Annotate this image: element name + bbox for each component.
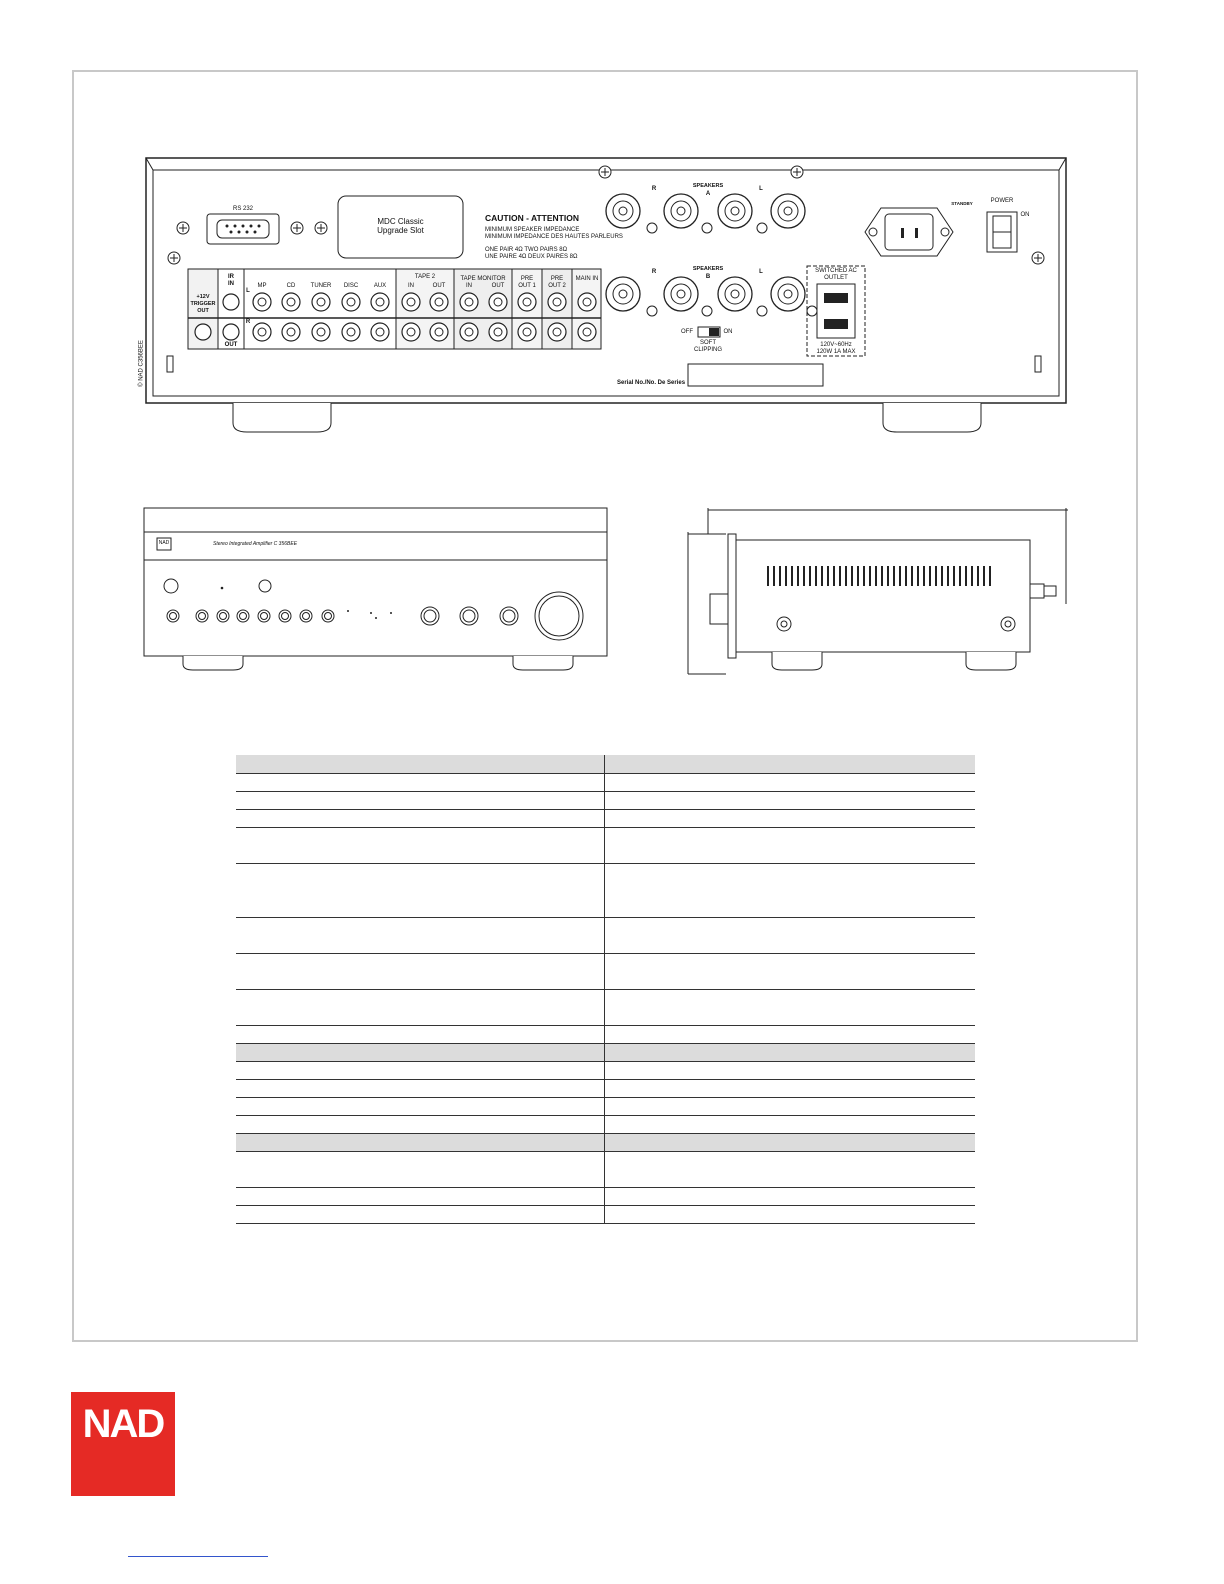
table-row: [236, 917, 975, 953]
input-mp-label: MP: [257, 283, 267, 289]
input-disc-label: DISC: [343, 283, 359, 289]
tape2-out-label: OUT: [432, 283, 446, 289]
front-panel-drawing: [143, 506, 609, 674]
table-row: [236, 1151, 975, 1187]
table-row: [236, 1205, 975, 1223]
table-header-row: [236, 1043, 975, 1061]
pre-out1-label: PRE OUT 1: [518, 276, 536, 289]
caution-title: CAUTION - ATTENTION: [485, 213, 579, 223]
mdc-title: MDC Classic: [377, 217, 424, 226]
speakers-b-letter: B: [705, 274, 711, 280]
channel-l-label: L: [246, 288, 250, 294]
ir-in-label: IR IN: [228, 274, 234, 287]
ir-out-label: OUT: [224, 342, 238, 348]
table-row: [236, 773, 975, 791]
nad-logo: NAD: [71, 1392, 175, 1496]
rear-panel-drawing: [145, 156, 1068, 436]
copyright-label: © NAD C356BEE: [138, 340, 145, 387]
rear-panel-svg: [145, 156, 1068, 436]
caution-line-4: UNE PAIRE 4Ω DEUX PAIRES 8Ω: [485, 254, 578, 260]
table-row: [236, 1097, 975, 1115]
pre-out2-label: PRE OUT 2: [548, 276, 566, 289]
monitor-in-label: IN: [466, 283, 472, 289]
switched-outlet-spec-1: 120V~60Hz: [820, 342, 852, 348]
table-row: [236, 863, 975, 917]
speakers-b-r: R: [651, 269, 657, 275]
table-row: [236, 827, 975, 863]
tape-monitor-label: TAPE MONITOR: [460, 276, 506, 282]
serial-label: Serial No./No. De Series: [617, 380, 686, 386]
input-aux-label: AUX: [373, 283, 387, 289]
input-cd-label: CD: [286, 283, 296, 289]
speakers-b-label: SPEAKERS: [685, 266, 731, 273]
table-row: [236, 953, 975, 989]
speakers-b-l: L: [759, 269, 763, 275]
caution-line-3: ONE PAIR 4Ω TWO PAIRS 8Ω: [485, 247, 568, 253]
speakers-a-label: SPEAKERS: [685, 183, 731, 190]
soft-clipping-label: SOFT CLIPPING: [693, 340, 722, 353]
table-row: [236, 989, 975, 1025]
speakers-a-r: R: [651, 186, 657, 192]
soft-on-label: ON: [723, 329, 733, 335]
speakers-a-letter: A: [705, 191, 711, 197]
table-header-row: [236, 755, 975, 773]
caution-line-1: MINIMUM SPEAKER IMPEDANCE: [485, 227, 580, 233]
switched-outlet-title: SWITCHED AC OUTLET: [815, 268, 857, 281]
front-panel-svg: [143, 506, 609, 674]
table-row: [236, 1025, 975, 1043]
power-on-label: ON: [1020, 212, 1030, 218]
rs232-label: RS 232: [232, 206, 253, 212]
front-model-label: Stereo Integrated Amplifier C 356BEE: [213, 541, 298, 547]
switched-outlet-spec-2: 120W 1A MAX: [816, 349, 856, 355]
tape2-in-label: IN: [408, 283, 414, 289]
channel-r-label: R: [245, 319, 251, 325]
tape2-label: TAPE 2: [414, 274, 436, 280]
power-label: POWER: [990, 198, 1014, 204]
table-row: [236, 809, 975, 827]
footer-link-underline[interactable]: [128, 1556, 268, 1557]
standby-label: STANDBY: [951, 201, 973, 206]
caution-line-2: MINIMUM IMPEDANCE DES HAUTES PARLEURS: [485, 234, 623, 240]
speakers-a-l: L: [759, 186, 763, 192]
main-in-label: MAIN IN: [575, 276, 599, 282]
input-tuner-label: TUNER: [310, 283, 332, 289]
front-badge: NAD: [158, 540, 170, 546]
table-row: [236, 791, 975, 809]
table-row: [236, 1115, 975, 1133]
soft-off-label: OFF: [681, 329, 693, 335]
side-view-svg: [686, 504, 1078, 678]
mdc-subtitle: Upgrade Slot: [377, 226, 424, 235]
table-header-row: [236, 1133, 975, 1151]
monitor-out-label: OUT: [491, 283, 505, 289]
table-row: [236, 1187, 975, 1205]
spec-table: [236, 755, 975, 1224]
side-view-drawing: [686, 504, 1078, 678]
table-row: [236, 1061, 975, 1079]
table-row: [236, 1079, 975, 1097]
trigger-label: +12V TRIGGER OUT: [190, 294, 216, 314]
